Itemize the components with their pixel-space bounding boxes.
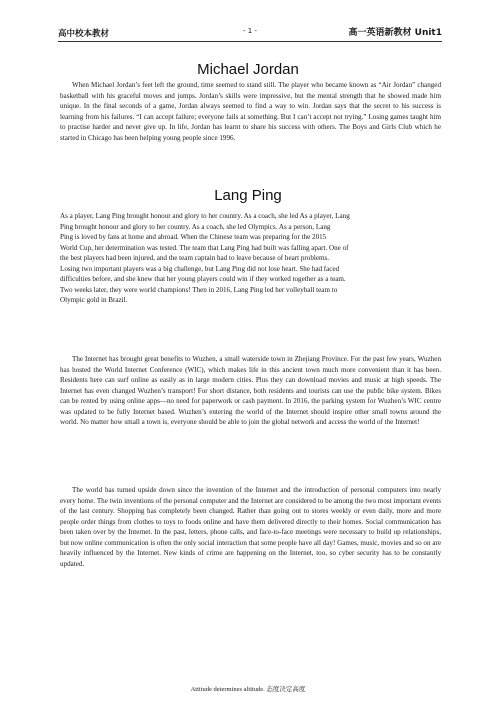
- paragraph-michael-jordan: When Michael Jordan’s feet left the ground, time seemed to stand still. The player who became known as “Air Jordan” changed basketball with his graceful moves and jumps. Jordan’s skills were impressive, but the mental strength that he showed made him unique. In the final seconds of a game, Jordan always seemed to find a way to win. Jordan says that the secret to his success is learning from his failures. “I can accept failure; everyone fails at something. But I can’t accept not trying.” Losing games taught him to practise harder and never give up. In life, Jordan has learnt to share his success with others. The Boys and Girls Club which he started in Chicago has been helping young people since 1996.: [60, 81, 441, 142]
- paragraph-internet-world: The world has turned upside down since the invention of the Internet and the introduction of personal computers into nearly every home. The twin inventions of the personal computer and the Internet are considered to be among the two most important events of the last century. Shopping has completely been changed. Rather than going out to stores weekly or even daily, more and more people order things from clothes to toys to foods online and have them delivered directly to their homes. Social communication has been taken over by the Internet. In the past, letters, phone calls, and face-to-face meetings were necessary to build up relationships, but now online communication is often the only social interaction that some people have all day! Games, music, movies and so on are heavily influenced by the Internet. New kinds of crime are happening on the Internet, too, so cyber security has to be constantly updated.: [60, 486, 441, 568]
- page-header: [58, 27, 442, 42]
- text-line: As a player, Lang Ping brought honour and glory to her country. As a coach, she led As a player, Lang: [60, 212, 350, 220]
- paragraph-lang-ping: [60, 211, 441, 306]
- page-number: - 1 -: [243, 27, 257, 35]
- header-left-title: 高中校本教材: [58, 29, 110, 39]
- page-footer: Attitude determines altitude. 态度决定高度: [190, 686, 306, 693]
- header-right-title: 高一英语新教材 Unit1: [348, 28, 442, 38]
- text-line: difficulties before, and she knew that her young players could win if they worked together as a team.: [60, 275, 346, 283]
- text-line: Ping is loved by fans at home and abroad. When the Chinese team was preparing for the 2015: [60, 233, 327, 241]
- text-line: Olympic gold in Brazil.: [60, 296, 128, 304]
- text-line: Two weeks later, they were world champions! Then in 2016, Lang Ping led her volleyball team to: [60, 285, 338, 294]
- text-line: the best players had been injured, and the team captain had to leave because of heart problems.: [60, 254, 330, 262]
- text-line: World Cup, her determination was tested. The team that Lang Ping had built was falling apart. One of: [60, 243, 349, 252]
- paragraph-wuzhen: The Internet has brought great benefits to Wuzhen, a small waterside town in Zhejiang Province. For the past few years, Wuzhen has hosted the World Internet Conference (WIC), which makes life in this ancient town much more convenient than it has been. Residents here can surf online as easily as in large modern cities. Plus they can download movies and music at high speeds. The Internet has even changed Wuzhen’s transport! For short distance, both residents and tourists can use the public bike system. Bikes can be rented by using online apps—no need for paperwork or cash payment. In 2016, the parking system for Wuzhen’s WIC centre was updated to be fully Internet based. Wuzhen’s entering the world of the Internet should inspire other small towns around the world. No matter how small a town is, everyone should be able to join the global network and access the world of the Internet!: [60, 355, 441, 426]
- text-line: Ping brought honour and glory to her country. As a coach, she led Olympics. As a person, Lang: [60, 222, 331, 231]
- text-line: Losing two important players was a big challenge, but Lang Ping did not lose heart. She had faced: [60, 264, 340, 273]
- section-title-michael-jordan: Michael Jordan: [197, 61, 299, 78]
- section-title-lang-ping: Lang Ping: [214, 187, 282, 204]
